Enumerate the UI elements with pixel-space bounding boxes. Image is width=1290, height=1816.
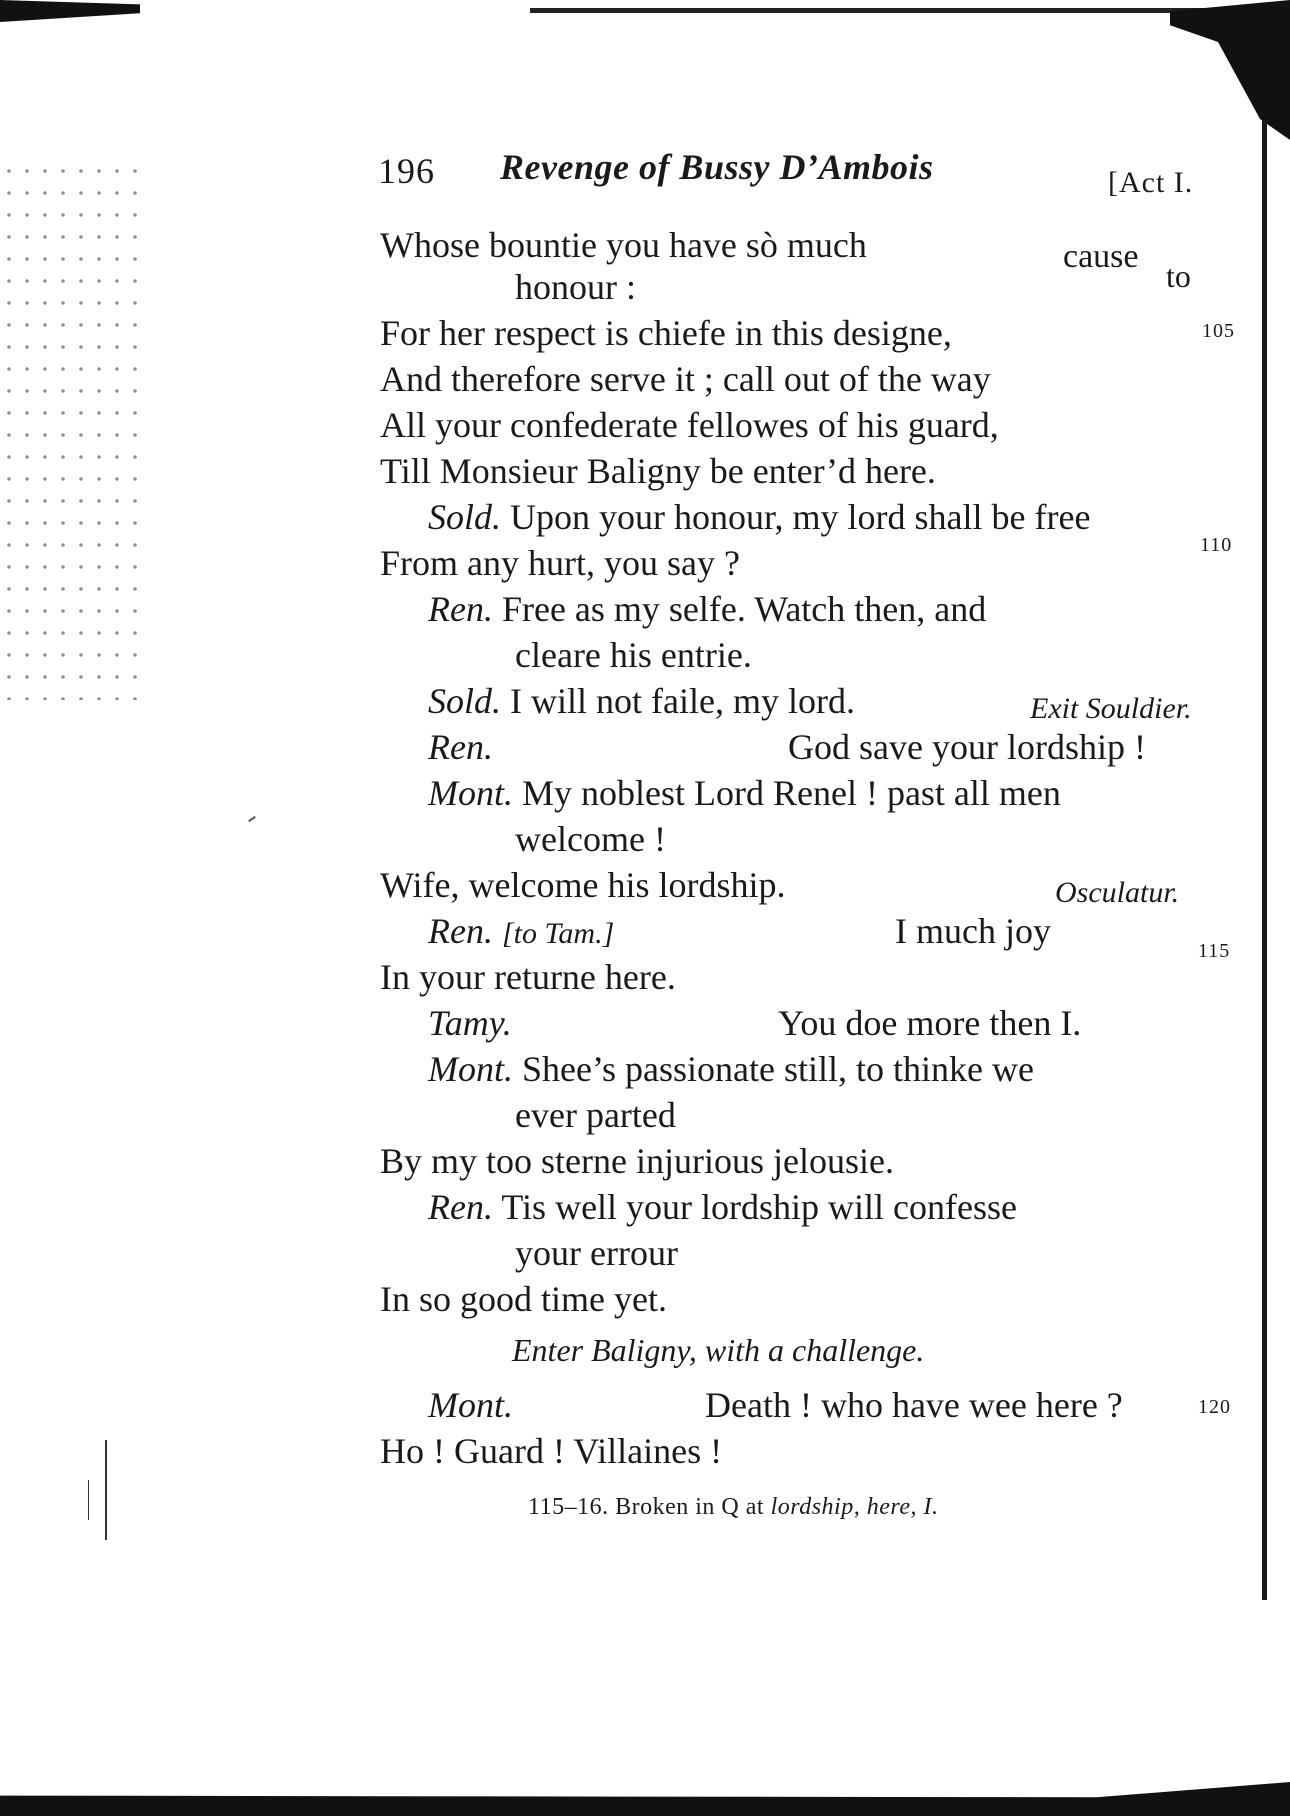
stage-direction: Osculatur. (1055, 876, 1180, 909)
line-text: Death ! who have wee here ? (705, 1385, 1123, 1425)
speaker-name: Mont. (428, 773, 513, 813)
line-text: Shee’s passionate still, to thinke we (522, 1049, 1034, 1089)
footnote-words: lordship, here, I. (770, 1494, 939, 1520)
verse-line (428, 496, 1090, 538)
verse-line (380, 542, 740, 584)
verse-line (428, 1186, 1017, 1228)
line-text: your errour (515, 1233, 678, 1273)
scan-edge-bottom (0, 1782, 1290, 1816)
line-text: Wife, welcome his lordship. (380, 865, 786, 905)
verse-line (380, 358, 991, 400)
line-text: All your confederate fellowes of his guard, (380, 405, 999, 445)
line-text: ever parted (515, 1095, 676, 1135)
footnote-lead: 115–16. Broken in Q at (528, 1494, 765, 1520)
verse-line (380, 864, 785, 906)
line-number: 110 (1200, 534, 1233, 556)
speaker-name: Tamy. (428, 1003, 512, 1043)
scan-mark (105, 1440, 107, 1540)
line-text: to (1166, 258, 1191, 294)
verse-line (515, 266, 636, 308)
speaker-name: Ren. (428, 911, 493, 951)
line-text: Ho ! Guard ! Villaines ! (380, 1431, 723, 1471)
line-text: From any hurt, you say ? (380, 543, 740, 583)
line-number: 105 (1202, 320, 1235, 342)
verse-line (515, 1232, 678, 1274)
verse-line (515, 1094, 676, 1136)
line-text: cleare his entrie. (515, 635, 752, 675)
running-title: Revenge of Bussy D’Ambois (500, 147, 934, 187)
show-through-marks (0, 160, 150, 700)
scan-edge-top-left (0, 0, 140, 22)
scan-corner-shadow (1170, 0, 1290, 140)
aside-direction: [to Tam.] (501, 917, 615, 950)
line-text: My noblest Lord Renel ! past all men (522, 773, 1061, 813)
speaker-name: Sold. (428, 497, 502, 537)
line-text: Till Monsieur Baligny be enter’d here. (380, 451, 936, 491)
line-number: 120 (1198, 1396, 1231, 1418)
verse-line (515, 634, 752, 676)
line-text: In your returne here. (380, 957, 676, 997)
scan-mark (88, 1480, 89, 1520)
verse-line (380, 312, 952, 354)
stage-direction: Enter Baligny, with a challenge. (512, 1332, 925, 1368)
verse-line (428, 910, 614, 952)
verse-line (428, 1048, 1034, 1090)
scan-mark (248, 816, 256, 822)
speaker-name: Mont. (428, 1049, 513, 1089)
line-text: God save your lordship ! (788, 727, 1146, 767)
line-text: In so good time yet. (380, 1279, 667, 1319)
verse-line (428, 726, 493, 768)
line-number: 115 (1198, 940, 1231, 962)
verse-line (380, 1278, 667, 1320)
line-text: You doe more then I. (778, 1003, 1082, 1043)
verse-line (428, 588, 986, 630)
act-label: [Act I. (1108, 166, 1194, 199)
page-number: 196 (378, 151, 435, 191)
line-text: Free as my selfe. Watch then, and (501, 589, 987, 629)
footnote (528, 1494, 938, 1521)
verse-line (380, 450, 936, 492)
running-header (378, 140, 1218, 200)
line-text: cause (1063, 238, 1139, 275)
scan-edge-right (1262, 120, 1267, 1600)
line-text: I will not faile, my lord. (510, 681, 855, 721)
verse-line (428, 1384, 513, 1426)
verse-line (380, 404, 999, 446)
verse-line (380, 1430, 722, 1472)
speaker-name: Mont. (428, 1385, 513, 1425)
verse-line (380, 956, 676, 998)
line-text: I much joy (895, 911, 1051, 951)
line-text: Upon your honour, my lord shall be free (510, 497, 1091, 537)
line-text: And therefore serve it ; call out of the way (380, 359, 991, 399)
verse-line (428, 1002, 512, 1044)
line-text: For her respect is chiefe in this designe, (380, 313, 952, 353)
verse-line (380, 224, 867, 266)
verse-line (380, 1140, 894, 1182)
speaker-name: Ren. (428, 589, 493, 629)
verse-line (428, 772, 1061, 814)
speaker-name: Sold. (428, 681, 502, 721)
stage-direction: Exit Souldier. (1030, 692, 1192, 725)
speaker-name: Ren. (428, 727, 493, 767)
line-text: Whose bountie you have sò much (380, 225, 867, 265)
line-text: By my too sterne injurious jelousie. (380, 1141, 894, 1181)
speaker-name: Ren. (428, 1187, 493, 1227)
verse-line (515, 818, 666, 860)
line-text: Tis well your lordship will confesse (501, 1187, 1017, 1227)
line-text: welcome ! (515, 819, 666, 859)
verse-line (428, 680, 855, 722)
line-text: honour : (515, 267, 636, 307)
